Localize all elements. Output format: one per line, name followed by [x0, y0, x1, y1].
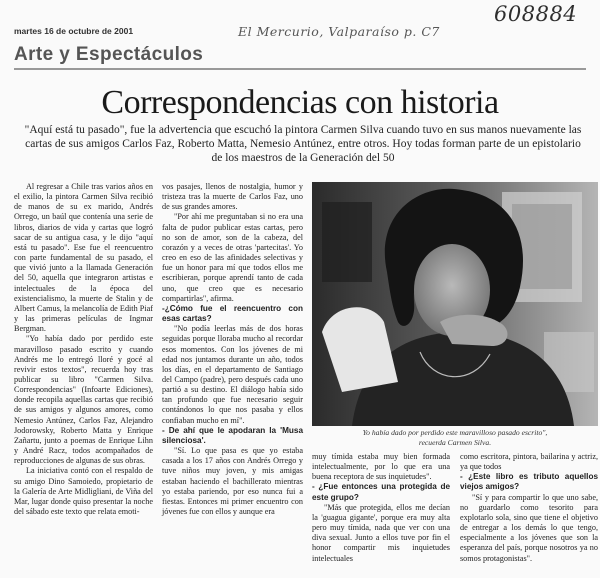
body-column-2 — [162, 182, 303, 517]
interview-question: - ¿Fue entonces una protegida de este grupo? — [312, 482, 450, 502]
body-paragraph: Al regresar a Chile tras varios años en el exilio, la pintora Carmen Silva recibió de manos de su ex marido, Andrés Orrego, un baúl que contenía una serie de libros, diarios de vida y cartas que logró sacar de su antigua casa, y le dijo "aquí está tu pasado". Ese fue el reencuentro con parte fundamental de su pasado, el que vivió junto a la llamada Generación del 50, aquella que integraron artistas e intelectuales de la época del existencialismo, la muerte de Stalin y de Albert Camus, la melancolía de Edith Piaf y las primeras películas de Ingmar Bergman. — [14, 182, 153, 334]
portrait-photo-drawing — [312, 182, 598, 426]
archive-code: 608884 — [494, 2, 578, 26]
section-rule — [14, 68, 586, 70]
body-paragraph: "Más que protegida, ellos me decían la 'guagua gigante', porque era muy alta pero muy tímida, nada que ver con una diva sexual. Junto a ellos tuve por fin el honor compartir mis inquietudes intelectuales — [312, 502, 450, 563]
body-column-4 — [460, 452, 598, 564]
photo-caption-quote: Yo había dado por perdido este maravilloso pasado escrito", — [362, 428, 548, 437]
body-paragraph: muy tímida estaba muy bien formada intelectualmente, por lo que era una buena receptora de sus inquietudes". — [312, 452, 450, 482]
body-paragraph: "Por ahí me preguntaban si no era una falta de pudor publicar estas cartas, pero no son de amor, son de la cabeza, del corazón y a veces de otras 'partecitas'. Yo creo en eso de las afinidades selectivas y fue un honor para mí que todos ellos me escribieran, porque aprendí tanto de cada uno, que creo que es necesario compartirlas", afirma. — [162, 212, 303, 303]
photo-caption-credit: recuerda Carmen Silva. — [418, 437, 492, 447]
body-paragraph: "Sí. Lo que pasa es que yo estaba casada a los 17 años con Andrés Orrego y tuve niños muy joven, y mis amigas estaban haciendo el bachillerato mientras yo estaba pariendo, por eso nunca fui a fiestas. Entonces mi primer encuentro con jóvenes fue con ellos y aunque era — [162, 446, 303, 516]
body-column-1 — [14, 182, 153, 517]
body-paragraph: "No podía leerlas más de dos horas seguidas porque lloraba mucho al recordar esos momentos. Con los jóvenes de mi edad nos juntamos durante un año, todos los días, en el departamento de Santiago del Campo (padre), pero después cada uno partió a su destino. El diálogo había sido tan profundo que fue necesario seguir contándonos lo que nos pasaba y ellos confiaban mucho en mí". — [162, 324, 303, 425]
section-title: Arte y Espectáculos — [14, 44, 204, 65]
body-column-3 — [312, 452, 450, 564]
article-headline: Correspondencias con historia — [101, 84, 499, 121]
body-paragraph: vos pasajes, llenos de nostalgia, humor y tristeza tras la muerte de Carlos Faz, uno de sus grandes amores. — [162, 182, 303, 212]
body-paragraph: La iniciativa contó con el respaldo de su amigo Dino Samoiedo, propietario de la Galería de Arte Midligliani, de Viña del Mar, lugar donde quiso presentar la noche del sábado este texto que relata emoti- — [14, 466, 153, 516]
interview-question: - De ahí que le apodaran la 'Musa silenciosa'. — [162, 425, 303, 445]
body-paragraph: "Sí y para compartir lo que uno sabe, no guardarlo como tesorito para explotarlo sola, sino que tiene el objetivo de entregar a los demás lo que tengo, especialmente a los jóvenes que son la esperanza del país, porque nosotros ya no somos protagonistas". — [460, 492, 598, 563]
issue-date: martes 16 de octubre de 2001 — [14, 26, 134, 36]
article-deck: "Aquí está tu pasado", fue la advertencia que escuchó la pintora Carmen Silva cuando tuvo en sus manos nuevamente las cartas de sus amigos Carlos Faz, Roberto Matta, Nemesio Antúnez, entre otros. Hoy todas forman parte de un epistolario de los maestros de la Generación del 50 — [24, 124, 582, 164]
portrait-photo — [312, 182, 598, 426]
handwritten-source-note: El Mercurio, Valparaíso p. C7 — [238, 24, 440, 39]
interview-question: - ¿Este libro es tributo aquellos viejos amigos? — [460, 472, 598, 492]
body-paragraph: como escritora, pintora, bailarina y actriz, ya que todos — [460, 452, 598, 472]
photo-caption — [312, 428, 598, 447]
body-paragraph: "Yo había dado por perdido este maravilloso pasado escrito y cuando Andrés me lo entregó lloré y gocé al revivir estos textos", recuerda hoy tras publicar su libro "Carmen Silva. Correspondencias" (Infoarte Ediciones), donde recopila aquellas cartas que recibió de sus amigos y algunos amores, como Nemesio Antúnez, Carlos Faz, Alejandro Jodorowsky, Roberto Matta y Enrique Zañartu, junto a poemas de Enrique Lihn y André Racz, todos acompañados de reproducciones de algunas de sus obras. — [14, 334, 153, 466]
interview-question: -¿Cómo fue el reencuentro con esas cartas? — [162, 303, 303, 324]
